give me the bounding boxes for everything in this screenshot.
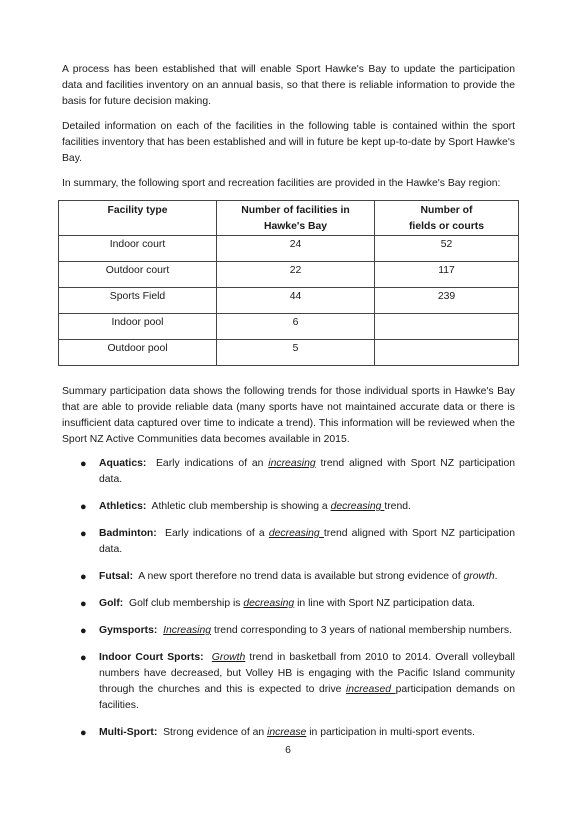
cell-facility: Indoor pool [59, 314, 217, 340]
list-item: ● Gymsports: Increasing trend corresponding to 3 years of national membership numbers. [80, 625, 512, 637]
list-item: ● Indoor Court Sports: Growth trend in basketball from 2010 to 2014. Overall volleyball numbers have decreased, but Volley HB is engaging with the Pacific Island community through the churches and this is expected to drive increased participation demands on facilities. [80, 652, 515, 711]
header-fields-or-courts: Number of fields or courts [375, 201, 519, 236]
page-number: 6 [285, 745, 291, 756]
table-row [59, 314, 519, 340]
bullet-icon: ● [80, 727, 87, 739]
bullet-icon: ● [80, 598, 87, 610]
table-row [59, 236, 519, 262]
list-item: ● Golf: Golf club membership is decreasing in line with Sport NZ participation data. [80, 598, 475, 610]
cell-count: 6 [217, 314, 375, 340]
cell-count: 5 [217, 340, 375, 366]
cell-facility: Indoor court [59, 236, 217, 262]
sport-trends-list [62, 456, 515, 741]
bullet-icon: ● [80, 501, 87, 513]
list-item: ● Multi-Sport: Strong evidence of an increase in participation in multi-sport events. [80, 727, 475, 739]
header-number-of-facilities: Number of facilities in Hawke's Bay [217, 201, 375, 236]
table-row [59, 262, 519, 288]
facilities-table [58, 200, 519, 366]
cell-fields: 52 [375, 236, 519, 262]
summary-paragraph: Summary participation data shows the following trends for those individual sports in Hawke's Bay that are able to provide reliable data (many sports have not maintained accurate data or there is insufficient data captured over time to indicate a trend). This information will be reviewed when the Sport NZ Active Communities data becomes available in 2015. [62, 386, 515, 445]
cell-facility: Outdoor pool [59, 340, 217, 366]
list-item: ● Futsal: A new sport therefore no trend data is available but strong evidence of growth. [80, 571, 498, 583]
cell-fields: 117 [375, 262, 519, 288]
cell-fields [375, 314, 519, 340]
bullet-icon: ● [80, 528, 87, 540]
bullet-icon: ● [80, 652, 87, 664]
cell-count: 44 [217, 288, 375, 314]
table-intro-paragraph: In summary, the following sport and recreation facilities are provided in the Hawke's Bay region: [62, 178, 501, 189]
table-row [59, 340, 519, 366]
list-item: ● Badminton: Early indications of a decreasing trend aligned with Sport NZ participation data. [80, 528, 515, 555]
list-item: ● Athletics: Athletic club membership is showing a decreasing trend. [80, 501, 411, 513]
intro-paragraph-1: A process has been established that will enable Sport Hawke's Bay to update the participation data and facilities inventory on an annual basis, so that there is reliable information to provide the basis for future decision making. [62, 64, 515, 107]
cell-fields: 239 [375, 288, 519, 314]
cell-facility: Outdoor court [59, 262, 217, 288]
table-header-row [59, 201, 519, 236]
cell-fields [375, 340, 519, 366]
list-item: ● Aquatics: Early indications of an increasing trend aligned with Sport NZ participation data. [80, 458, 515, 485]
cell-facility: Sports Field [59, 288, 217, 314]
intro-paragraph-2: Detailed information on each of the facilities in the following table is contained within the sport facilities inventory that has been established and will in future be kept up-to-date by Sport Hawke's Bay. [62, 121, 515, 164]
cell-count: 22 [217, 262, 375, 288]
bullet-icon: ● [80, 571, 87, 583]
bullet-icon: ● [80, 625, 87, 637]
header-facility-type: Facility type [59, 201, 217, 236]
table-row [59, 288, 519, 314]
cell-count: 24 [217, 236, 375, 262]
bullet-icon: ● [80, 458, 87, 470]
